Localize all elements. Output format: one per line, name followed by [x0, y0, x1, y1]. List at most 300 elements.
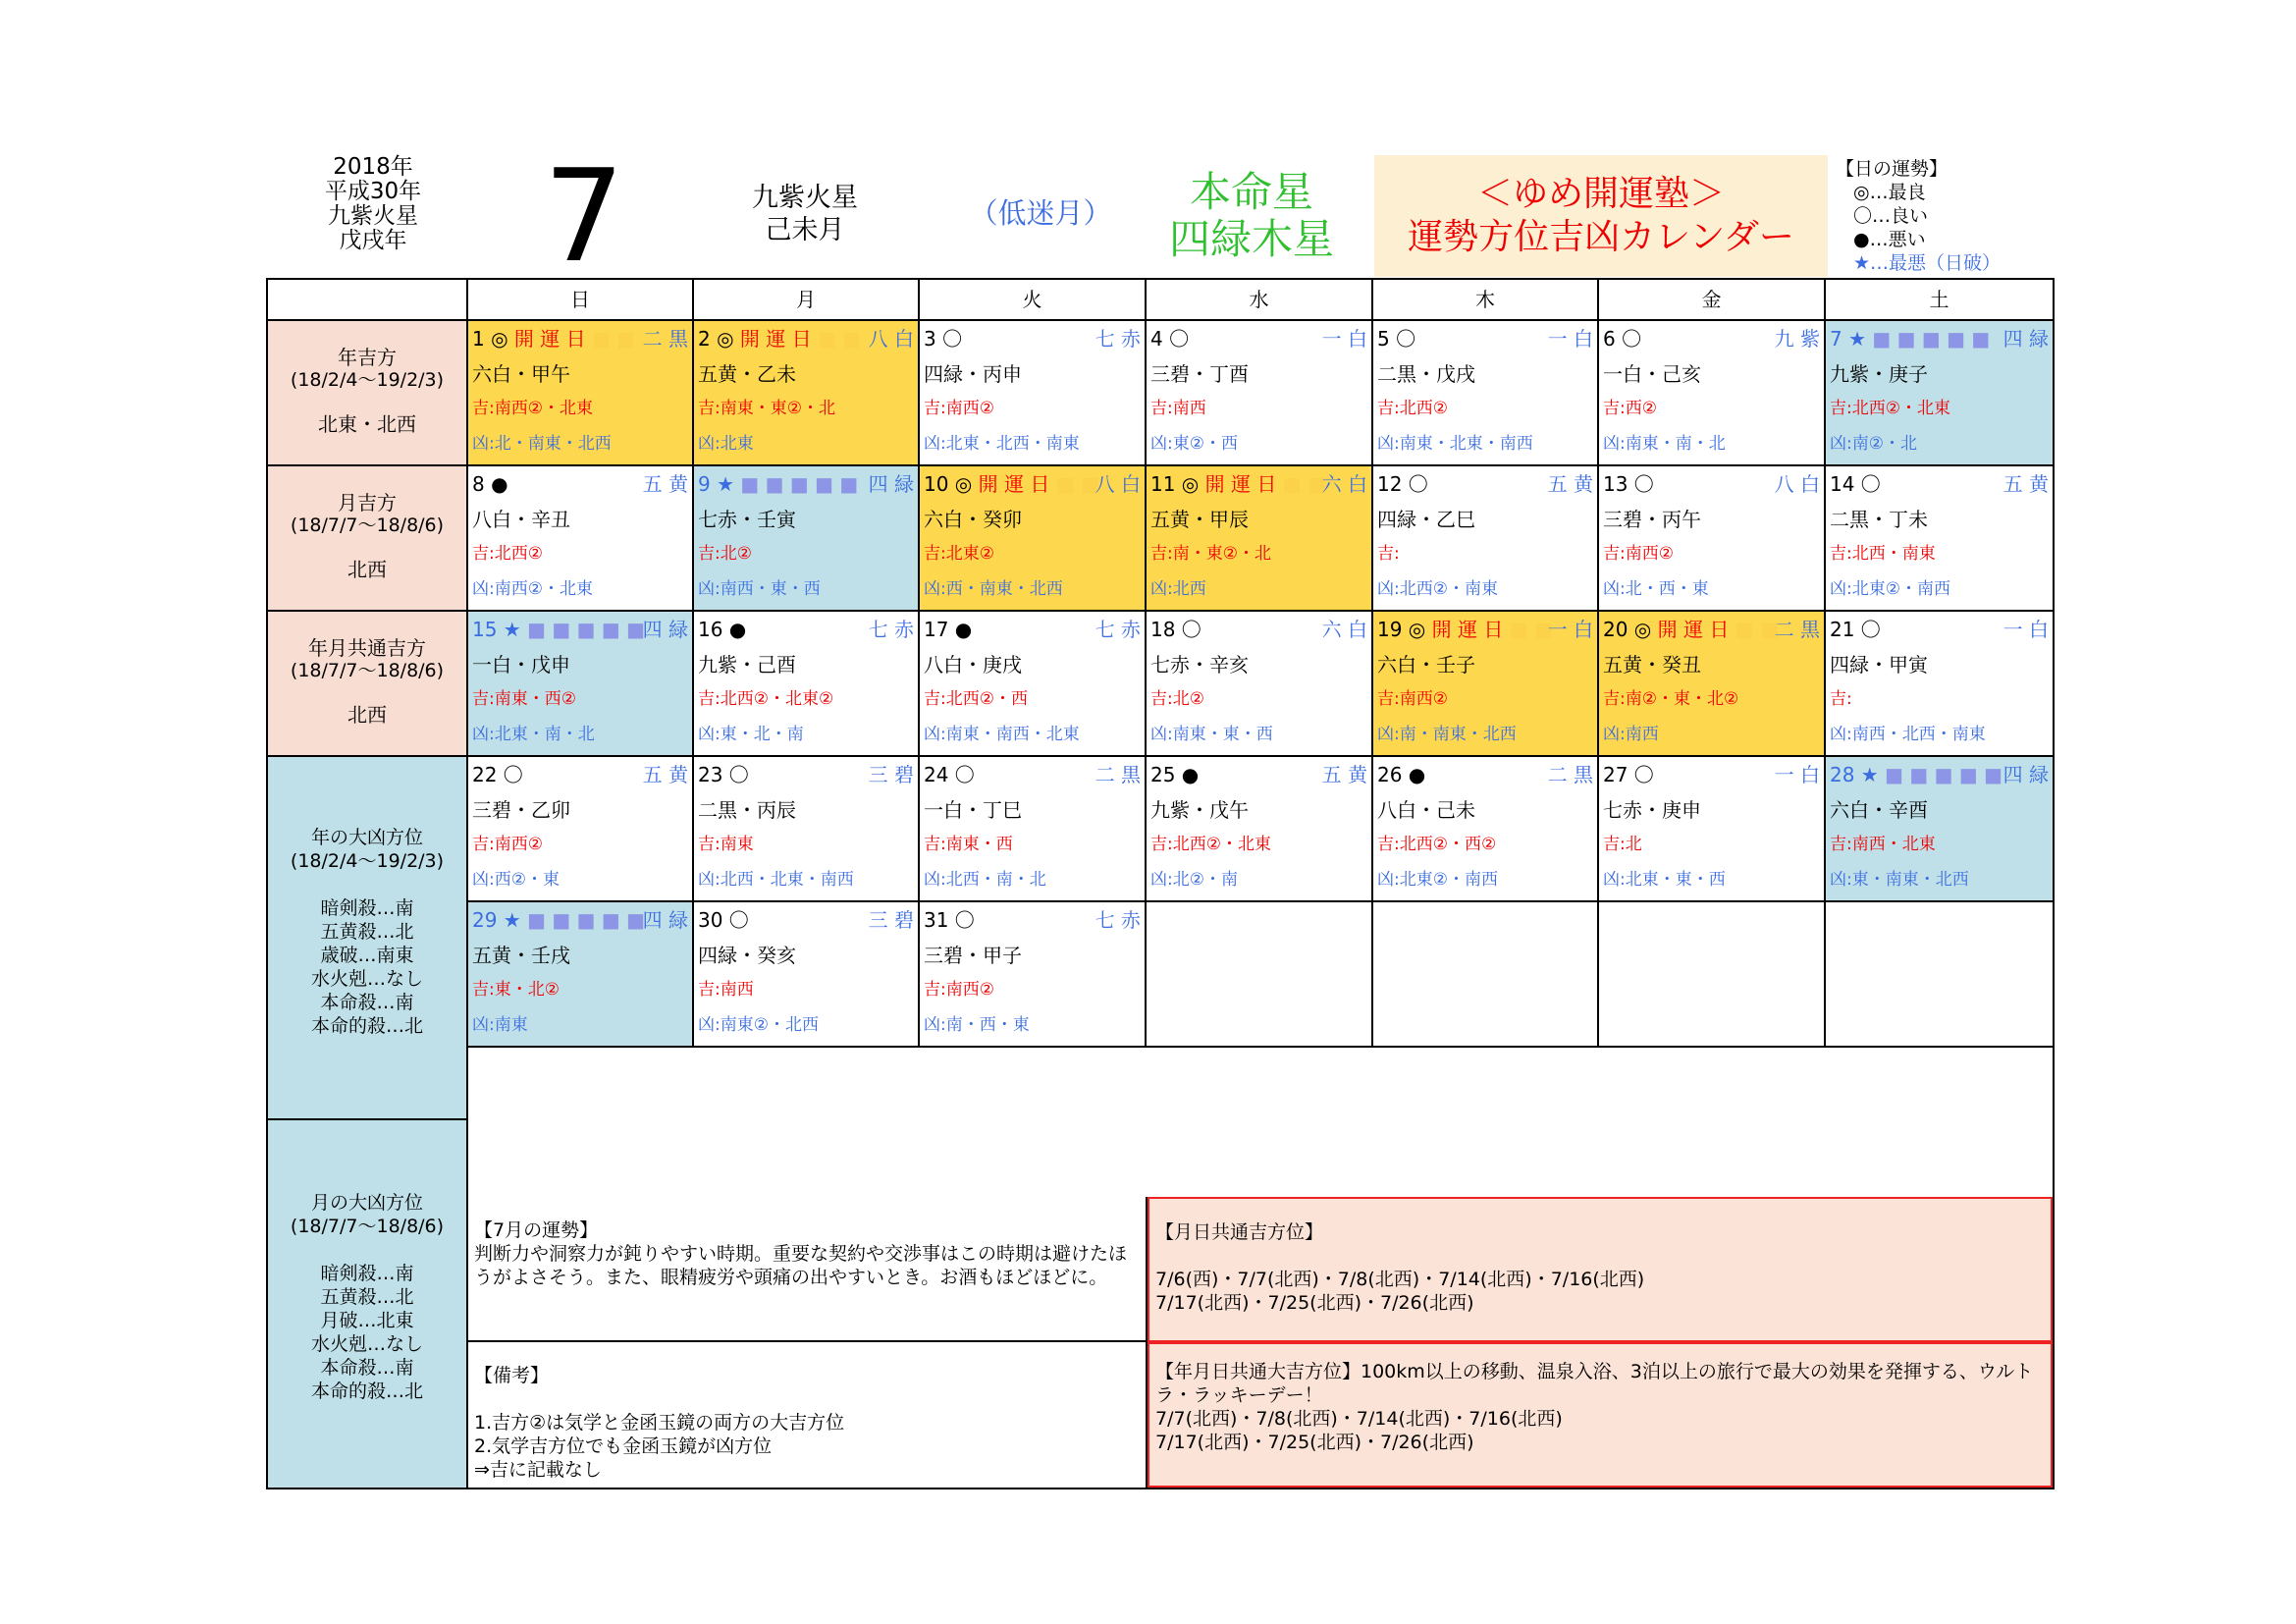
fortune-box	[468, 1197, 1148, 1342]
day-number: 27 〇	[1603, 763, 1654, 786]
day-kyo: 凶:北東	[698, 434, 754, 454]
day-header	[472, 906, 688, 934]
day-kyo: 凶:北東・東・西	[1603, 870, 1726, 890]
day-number: 6 〇	[1603, 327, 1642, 351]
kyo-item: 本命的殺…北	[310, 1015, 423, 1037]
remarks-title: 【備考】	[474, 1365, 550, 1386]
day-kyo: 凶:南東・北東・南西	[1377, 434, 1533, 454]
label-range: (18/7/7～18/8/6)	[290, 514, 445, 536]
day-number: 30 〇	[698, 908, 749, 932]
corner-cell	[268, 280, 468, 321]
day-cell	[1147, 757, 1373, 902]
day-header	[1150, 761, 1367, 788]
day-number: 11 ◎	[1150, 472, 1200, 496]
empty-day-cell	[1599, 902, 1826, 1048]
day-star: 二 黒	[1774, 618, 1820, 641]
day-kichi: 吉:南②・東・北②	[1603, 689, 1739, 709]
kyo-item: 暗剣殺…南	[320, 1263, 414, 1284]
kaiun-squares: ■ ■	[817, 327, 862, 351]
day-star: 三 碧	[868, 908, 914, 932]
day-header	[472, 616, 688, 643]
day-kanshi: 二黒・戊戌	[1377, 362, 1475, 386]
day-kyo: 凶:北西②・南東	[1377, 579, 1498, 599]
day-number: 15 ★	[472, 618, 521, 641]
day-cell	[1373, 612, 1599, 757]
day-kyo: 凶:南西・北西・南東	[1830, 725, 1986, 744]
day-cell	[1826, 466, 2053, 612]
day-header	[1377, 616, 1593, 643]
label-title: 月の大凶方位	[310, 1192, 423, 1214]
day-number: 20 ◎	[1603, 618, 1652, 641]
great-kichi-box	[1148, 1342, 2053, 1488]
day-header	[1603, 325, 1820, 352]
brand-name: ＜ゆめ開運塾＞	[1476, 174, 1725, 214]
remarks-line: 2.気学吉方位でも金函玉鏡が凶方位	[474, 1435, 773, 1457]
kaiun-squares: ■ ■	[1735, 618, 1779, 641]
common-title: 【月日共通吉方位】	[1155, 1221, 1324, 1243]
month-star-line: 己未月	[765, 215, 845, 245]
day-star: 一 白	[1321, 327, 1367, 351]
day-kichi: 吉:北西②・北東	[1150, 835, 1271, 854]
day-kyo: 凶:南②・北	[1830, 434, 1917, 454]
day-header	[698, 325, 914, 352]
kaiun-label: 開 運 日	[1651, 618, 1735, 641]
day-kanshi: 四緑・甲寅	[1830, 653, 1928, 677]
day-star: 一 白	[2002, 618, 2049, 641]
day-kichi: 吉:北	[1603, 835, 1642, 854]
day-kanshi: 九紫・庚子	[1830, 362, 1928, 386]
day-kanshi: 一白・丁巳	[924, 798, 1022, 822]
day-cell	[1826, 321, 2053, 466]
legend-item: ●…悪い	[1853, 229, 1926, 250]
day-kyo: 凶:北東②・南西	[1830, 579, 1950, 599]
day-kichi: 吉:南西②	[1377, 689, 1448, 709]
great-line: 7/7(北西)・7/8(北西)・7/14(北西)・7/16(北西)	[1155, 1408, 1563, 1430]
day-number: 23 〇	[698, 763, 749, 786]
kyo-item: 月破…北東	[320, 1310, 414, 1331]
day-kanshi: 三碧・乙卯	[472, 798, 570, 822]
day-header	[698, 761, 914, 788]
day-kichi: 吉:南西②	[472, 835, 543, 854]
empty-day-cell	[1147, 902, 1373, 1048]
legend-item: ◎…最良	[1853, 182, 1926, 203]
day-kanshi: 七赤・壬寅	[698, 508, 796, 531]
day-kichi: 吉:北西②・北東	[1830, 399, 1950, 418]
day-cell	[1147, 466, 1373, 612]
day-kichi: 吉:北西②・西	[924, 689, 1028, 709]
day-kanshi: 二黒・丙辰	[698, 798, 796, 822]
weekday-header: 火	[920, 280, 1147, 321]
day-cell	[468, 612, 694, 757]
kyo-item: 暗剣殺…南	[320, 897, 414, 919]
day-star: 二 黒	[1547, 763, 1593, 786]
brand-box	[1374, 155, 1828, 277]
day-kichi: 吉:北西②・西②	[1377, 835, 1497, 854]
kyo-item: 歳破…南東	[320, 945, 414, 966]
day-star: 四 緑	[2002, 327, 2049, 351]
day-header	[1603, 761, 1820, 788]
label-title: 年吉方	[338, 346, 397, 369]
day-star: 四 緑	[642, 908, 688, 932]
day-star: 五 黄	[2002, 472, 2049, 496]
year-line: 九紫火星	[328, 203, 418, 229]
day-kanshi: 五黄・癸丑	[1603, 653, 1701, 677]
day-number: 13 〇	[1603, 472, 1654, 496]
common-line: 7/17(北西)・7/25(北西)・7/26(北西)	[1155, 1292, 1474, 1314]
kyo-item: 水火剋…なし	[310, 968, 423, 990]
day-kyo: 凶:西②・東	[472, 870, 560, 890]
day-number: 14 〇	[1830, 472, 1881, 496]
nippa-squares: ■ ■ ■ ■ ■	[734, 472, 859, 496]
day-header	[698, 906, 914, 934]
honmei-line: 本命星	[1189, 168, 1313, 216]
label-tsuki-kichi	[268, 466, 468, 612]
day-star: 七 赤	[1095, 618, 1141, 641]
day-cell	[468, 466, 694, 612]
day-kyo: 凶:北西	[1150, 579, 1206, 599]
day-kyo: 凶:南東②・北西	[698, 1015, 819, 1035]
year-line: 平成30年	[324, 179, 422, 204]
day-kyo: 凶:北東・北西・南東	[924, 434, 1080, 454]
day-header	[924, 761, 1141, 788]
nippa-squares: ■ ■ ■ ■ ■	[1866, 327, 1991, 351]
day-kanshi: 七赤・辛亥	[1150, 653, 1249, 677]
day-kyo: 凶:南西	[1603, 725, 1659, 744]
weekday-header: 水	[1147, 280, 1373, 321]
fortune-text: 判断力や洞察力が鈍りやすい時期。重要な契約や交渉事はこの時期は避けたほうがよさそう。また、眼精疲労や頭痛の出やすいとき。お酒もほどほどに。	[474, 1243, 1128, 1288]
day-cell	[920, 757, 1147, 902]
day-star: 一 白	[1547, 327, 1593, 351]
empty-day-cell	[1826, 902, 2053, 1048]
day-cell	[1373, 466, 1599, 612]
day-number: 18 〇	[1150, 618, 1201, 641]
kaiun-squares: ■ ■	[591, 327, 636, 351]
day-number: 26 ●	[1377, 763, 1426, 786]
day-kichi: 吉:東・北②	[472, 980, 560, 1000]
remarks-line: 1.吉方②は気学と金函玉鏡の両方の大吉方位	[474, 1412, 845, 1434]
day-kyo: 凶:南・西・東	[924, 1015, 1030, 1035]
day-header	[472, 470, 688, 498]
label-title: 月吉方	[338, 491, 397, 514]
weekday-header: 木	[1373, 280, 1599, 321]
kyo-item: 本命殺…南	[320, 992, 414, 1013]
day-number: 3 〇	[924, 327, 963, 351]
day-cell	[694, 902, 920, 1048]
label-range: (18/2/4～19/2/3)	[290, 369, 445, 391]
day-kichi: 吉:西②	[1603, 399, 1657, 418]
day-star: 九 紫	[1774, 327, 1820, 351]
legend-title: 【日の運勢】	[1836, 158, 1949, 180]
label-title: 年の大凶方位	[310, 827, 423, 848]
day-kanshi: 三碧・丁酉	[1150, 362, 1249, 386]
day-kichi: 吉:南西②	[1603, 544, 1674, 564]
weekday-header: 月	[694, 280, 920, 321]
year-line: 戊戌年	[339, 228, 407, 253]
day-kichi: 吉:南西・北東	[1830, 835, 1936, 854]
day-number: 29 ★	[472, 908, 521, 932]
day-kichi: 吉:南東・西②	[472, 689, 576, 709]
day-kichi: 吉:北西②	[472, 544, 543, 564]
day-kichi: 吉:南西②・北東	[472, 399, 593, 418]
label-direction: 北東・北西	[318, 412, 416, 436]
day-header	[472, 325, 688, 352]
day-number: 2 ◎	[698, 327, 734, 351]
legend-item: ★…最悪（日破）	[1853, 252, 2002, 274]
day-kyo: 凶:南東・南・北	[1603, 434, 1726, 454]
day-star: 七 赤	[1095, 327, 1141, 351]
day-star: 五 黄	[1321, 763, 1367, 786]
kyo-item: 五黄殺…北	[320, 921, 414, 943]
day-cell	[468, 321, 694, 466]
day-star: 八 白	[1774, 472, 1820, 496]
day-number: 12 〇	[1377, 472, 1428, 496]
honmei-line: 四緑木星	[1168, 215, 1334, 263]
day-star: 二 黒	[642, 327, 688, 351]
label-direction: 北西	[347, 703, 387, 727]
day-header	[1603, 470, 1820, 498]
day-kyo: 凶:南西②・北東	[472, 579, 593, 599]
day-cell	[1599, 612, 1826, 757]
day-kichi: 吉:南・東②・北	[1150, 544, 1271, 564]
label-range: (18/7/7～18/8/6)	[290, 1216, 445, 1237]
day-star: 四 緑	[2002, 763, 2049, 786]
day-star: 五 黄	[642, 472, 688, 496]
day-star: 五 黄	[1547, 472, 1593, 496]
day-kichi: 吉:北西②	[1377, 399, 1448, 418]
day-kanshi: 九紫・戊午	[1150, 798, 1249, 822]
day-header	[1377, 761, 1593, 788]
day-header	[1830, 325, 2049, 352]
day-kyo: 凶:北西・北東・南西	[698, 870, 854, 890]
day-kichi: 吉:南西	[1150, 399, 1206, 418]
day-header	[472, 761, 688, 788]
kyo-item: 五黄殺…北	[320, 1286, 414, 1308]
day-header	[924, 325, 1141, 352]
day-kyo: 凶:北西・南・北	[924, 870, 1046, 890]
label-kyotsu-kichi	[268, 612, 468, 757]
day-kanshi: 一白・戊申	[472, 653, 570, 677]
day-kanshi: 五黄・壬戌	[472, 944, 570, 967]
day-kichi: 吉:南東・東②・北	[698, 399, 835, 418]
day-cell	[920, 902, 1147, 1048]
day-kanshi: 五黄・甲辰	[1150, 508, 1249, 531]
day-kichi: 吉:北西②・北東②	[698, 689, 834, 709]
brand-subtitle: 運勢方位吉凶カレンダー	[1408, 217, 1794, 257]
day-header	[1150, 325, 1367, 352]
label-nen-kichi	[268, 321, 468, 466]
day-kyo: 凶:西・南東・北西	[924, 579, 1063, 599]
calendar-grid	[266, 278, 2055, 1489]
day-cell	[1826, 757, 2053, 902]
day-number: 4 〇	[1150, 327, 1190, 351]
common-kichi-box	[1148, 1197, 2053, 1342]
day-cell	[694, 612, 920, 757]
day-kyo: 凶:北・南東・北西	[472, 434, 612, 454]
day-number: 28 ★	[1830, 763, 1879, 786]
day-cell	[920, 321, 1147, 466]
year-line: 2018年	[333, 154, 413, 180]
day-header	[1603, 616, 1820, 643]
day-kyo: 凶:東②・西	[1150, 434, 1238, 454]
kaiun-label: 開 運 日	[972, 472, 1056, 496]
day-star: 四 緑	[868, 472, 914, 496]
nippa-squares: ■ ■ ■ ■ ■	[1878, 763, 2003, 786]
day-star: 七 赤	[868, 618, 914, 641]
day-kanshi: 五黄・乙未	[698, 362, 796, 386]
day-star: 七 赤	[1095, 908, 1141, 932]
day-cell	[920, 466, 1147, 612]
day-kanshi: 四緑・癸亥	[698, 944, 796, 967]
day-cell	[694, 466, 920, 612]
day-number: 24 〇	[924, 763, 975, 786]
day-star: 六 白	[1321, 618, 1367, 641]
kyo-item: 水火剋…なし	[310, 1333, 423, 1355]
day-number: 17 ●	[924, 618, 973, 641]
day-kanshi: 四緑・丙申	[924, 362, 1022, 386]
day-kichi: 吉:南東	[698, 835, 754, 854]
kaiun-label: 開 運 日	[1199, 472, 1283, 496]
day-kanshi: 八白・己未	[1377, 798, 1475, 822]
kaiun-label: 開 運 日	[733, 327, 818, 351]
day-cell	[468, 902, 694, 1048]
day-star: 一 白	[1547, 618, 1593, 641]
day-kyo: 凶:南西・東・西	[698, 579, 821, 599]
day-cell	[1599, 466, 1826, 612]
day-star: 四 緑	[642, 618, 688, 641]
month-star	[707, 182, 903, 246]
label-nen-kyo	[268, 757, 468, 1120]
day-star: 六 白	[1321, 472, 1367, 496]
day-star: 三 碧	[868, 763, 914, 786]
kaiun-squares: ■ ■	[1282, 472, 1326, 496]
day-kanshi: 六白・癸卯	[924, 508, 1022, 531]
day-number: 19 ◎	[1377, 618, 1426, 641]
day-cell	[1599, 321, 1826, 466]
day-cell	[1826, 612, 2053, 757]
legend-item: 〇…良い	[1853, 205, 1929, 227]
day-number: 25 ●	[1150, 763, 1200, 786]
day-kyo: 凶:南東・東・西	[1150, 725, 1273, 744]
weekday-header: 金	[1599, 280, 1826, 321]
great-line: 7/17(北西)・7/25(北西)・7/26(北西)	[1155, 1432, 1474, 1453]
day-number: 5 〇	[1377, 327, 1416, 351]
month-number: 7	[543, 141, 625, 291]
day-kanshi: 三碧・丙午	[1603, 508, 1701, 531]
day-star: 二 黒	[1095, 763, 1141, 786]
day-number: 22 〇	[472, 763, 523, 786]
weekday-header: 日	[468, 280, 694, 321]
day-kanshi: 八白・辛丑	[472, 508, 570, 531]
day-kichi: 吉:南西	[698, 980, 754, 1000]
day-cell	[1147, 612, 1373, 757]
day-kyo: 凶:北東・南・北	[472, 725, 595, 744]
day-cell	[694, 757, 920, 902]
day-header	[924, 470, 1141, 498]
day-header	[924, 906, 1141, 934]
day-cell	[1147, 321, 1373, 466]
day-cell	[694, 321, 920, 466]
year-info	[275, 155, 471, 253]
day-header	[1830, 470, 2049, 498]
day-kichi: 吉:南西②	[924, 980, 994, 1000]
day-header	[1377, 470, 1593, 498]
weekday-header: 土	[1826, 280, 2053, 321]
day-kichi: 吉:南東・西	[924, 835, 1013, 854]
day-header	[1150, 470, 1367, 498]
empty-day-cell	[1373, 902, 1599, 1048]
day-kichi: 吉:北②	[698, 544, 752, 564]
day-number: 10 ◎	[924, 472, 973, 496]
label-range: (18/2/4～19/2/3)	[290, 850, 445, 872]
honmei-star	[1144, 169, 1360, 263]
day-kichi: 吉:	[1377, 544, 1400, 564]
great-title: 【年月日共通大吉方位】100km以上の移動、温泉入浴、3泊以上の旅行で最大の効果を発揮する、ウルトラ・ラッキーデー！	[1155, 1361, 2034, 1406]
day-kyo: 凶:南・南東・北西	[1377, 725, 1517, 744]
kaiun-label: 開 運 日	[1425, 618, 1510, 641]
day-kyo: 凶:南東・南西・北東	[924, 725, 1080, 744]
day-header	[1830, 616, 2049, 643]
day-header	[698, 616, 914, 643]
label-tsuki-kyo	[268, 1120, 468, 1488]
kaiun-squares: ■ ■	[1509, 618, 1553, 641]
day-kichi: 吉:北②	[1150, 689, 1204, 709]
label-range: (18/7/7～18/8/6)	[290, 660, 445, 681]
day-cell	[1599, 757, 1826, 902]
day-kyo: 凶:東・南東・北西	[1830, 870, 1969, 890]
day-number: 1 ◎	[472, 327, 508, 351]
day-kichi: 吉:北東②	[924, 544, 994, 564]
legend	[1836, 157, 2032, 275]
day-kichi: 吉:南西②	[924, 399, 994, 418]
day-number: 8 ●	[472, 472, 508, 496]
day-kyo: 凶:東・北・南	[698, 725, 804, 744]
day-kanshi: 七赤・庚申	[1603, 798, 1701, 822]
day-kichi: 吉:北西・南東	[1830, 544, 1936, 564]
month-note: （低迷月）	[969, 196, 1112, 230]
day-star: 一 白	[1774, 763, 1820, 786]
day-kanshi: 二黒・丁未	[1830, 508, 1928, 531]
common-line: 7/6(西)・7/7(北西)・7/8(北西)・7/14(北西)・7/16(北西)	[1155, 1269, 1645, 1290]
day-kanshi: 一白・己亥	[1603, 362, 1701, 386]
day-header	[924, 616, 1141, 643]
day-kanshi: 三碧・甲子	[924, 944, 1022, 967]
day-kanshi: 六白・甲午	[472, 362, 570, 386]
day-kanshi: 六白・壬子	[1377, 653, 1475, 677]
day-kyo: 凶:北②・南	[1150, 870, 1238, 890]
day-header	[698, 470, 914, 498]
kyo-item: 本命殺…南	[320, 1357, 414, 1379]
day-number: 16 ●	[698, 618, 747, 641]
kaiun-squares: ■ ■	[1055, 472, 1099, 496]
day-kanshi: 九紫・己酉	[698, 653, 796, 677]
day-kanshi: 六白・辛酉	[1830, 798, 1928, 822]
nippa-squares: ■ ■ ■ ■ ■	[520, 618, 646, 641]
kaiun-label: 開 運 日	[507, 327, 592, 351]
day-cell	[1373, 757, 1599, 902]
day-cell	[1373, 321, 1599, 466]
remarks-box	[468, 1342, 1148, 1488]
day-header	[1377, 325, 1593, 352]
day-cell	[468, 757, 694, 902]
day-kyo: 凶:北・西・東	[1603, 579, 1709, 599]
day-kyo: 凶:北東②・南西	[1377, 870, 1498, 890]
remarks-line: ⇒吉に記載なし	[474, 1459, 602, 1481]
day-kyo: 凶:南東	[472, 1015, 528, 1035]
day-header	[1150, 616, 1367, 643]
fortune-title: 【7月の運勢】	[474, 1219, 599, 1241]
day-star: 八 白	[1095, 472, 1141, 496]
month-star-line: 九紫火星	[752, 183, 858, 213]
